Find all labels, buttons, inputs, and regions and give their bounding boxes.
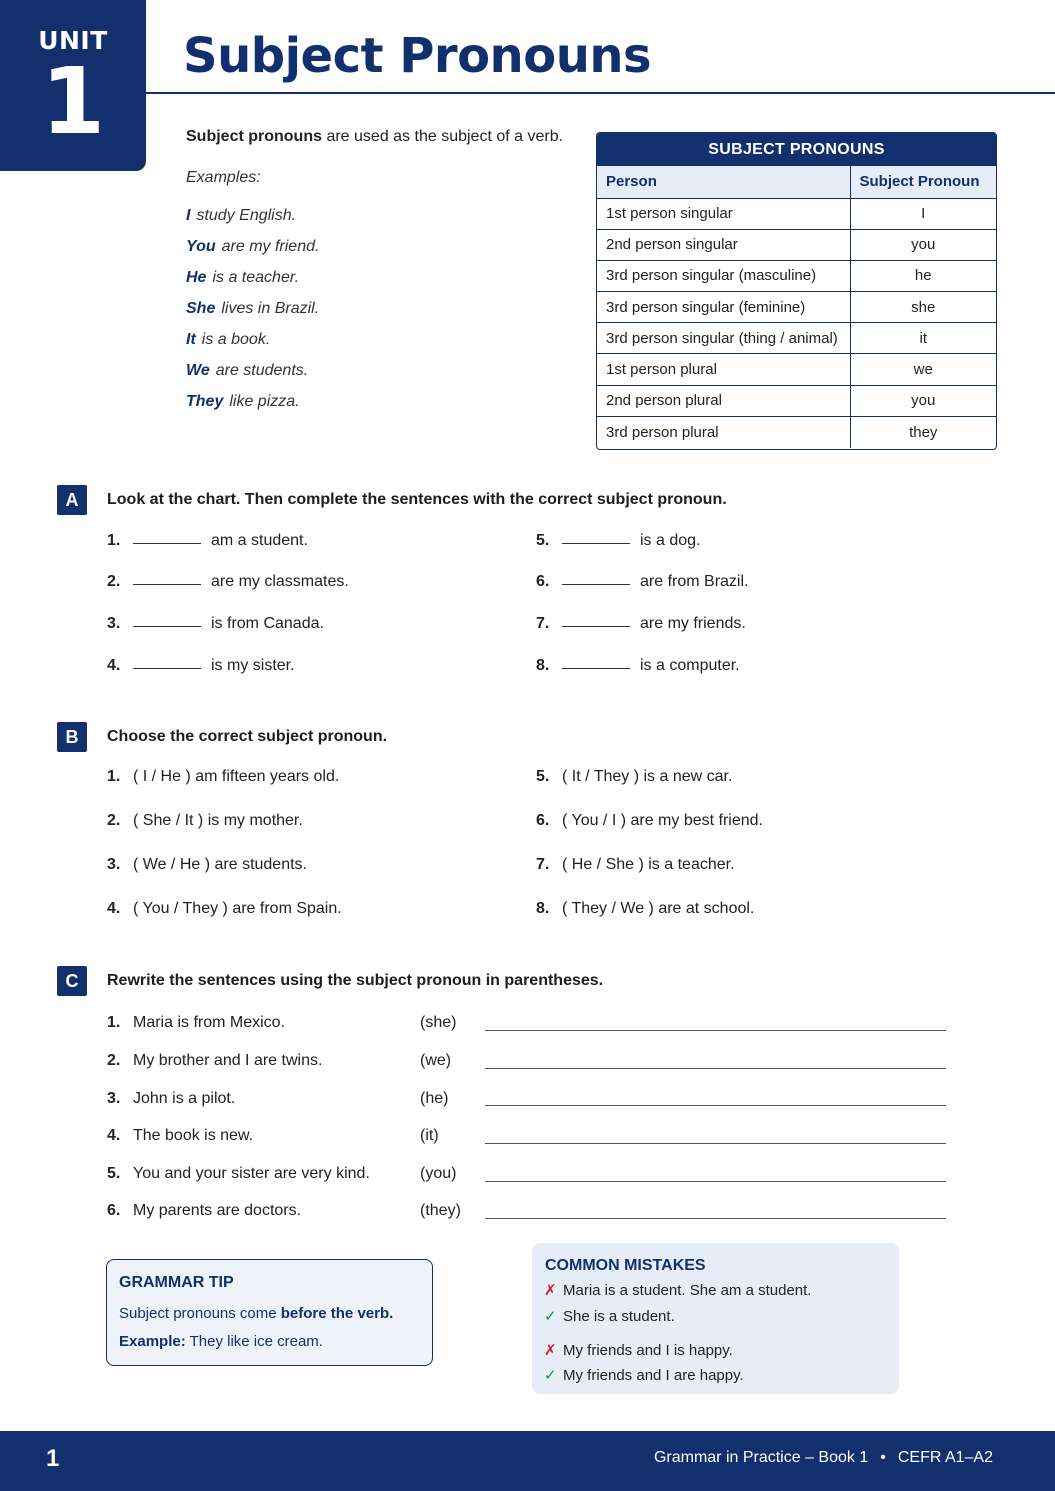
example-sentence: [186, 207, 296, 225]
item-number: 1.: [107, 532, 121, 549]
example-rest: like pizza.: [229, 393, 300, 410]
pronoun-cell: you: [850, 229, 996, 260]
item-number: 2.: [107, 573, 121, 590]
item-text: ( I / He ) am fifteen years old.: [133, 768, 340, 785]
section-a-instruction: Look at the chart. Then complete the sentences with the correct subject pronoun.: [107, 491, 727, 508]
table-row: [597, 385, 996, 416]
cross-icon: ✗: [544, 1342, 557, 1359]
example-sentence: [186, 269, 299, 287]
person-cell: 3rd person singular (feminine): [597, 292, 850, 323]
example-pronoun: We: [186, 362, 210, 379]
example-rest: study English.: [196, 207, 297, 224]
item-text: are my classmates.: [211, 573, 349, 590]
answer-blank[interactable]: [562, 659, 630, 669]
answer-blank[interactable]: [562, 534, 630, 544]
page-footer: [0, 1431, 1055, 1491]
answer-line[interactable]: [485, 1181, 946, 1182]
grammar-tip-title: GRAMMAR TIP: [119, 1274, 234, 1291]
pronoun-cell: you: [850, 385, 996, 416]
example-pronoun: It: [186, 331, 196, 348]
answer-blank[interactable]: [562, 575, 630, 585]
example-sentence: [186, 238, 319, 256]
exercise-c-pronoun: (we): [420, 1052, 452, 1069]
item-text: ( We / He ) are students.: [133, 856, 307, 873]
mistake-text: My friends and I is happy.: [563, 1342, 733, 1359]
exercise-c-pronoun: (it): [420, 1127, 439, 1144]
exercise-a-item: [107, 615, 324, 633]
item-number: 1.: [107, 768, 121, 785]
item-text: ( You / They ) are from Spain.: [133, 900, 342, 917]
intro-bold: Subject pronouns: [186, 128, 322, 145]
table-row: [597, 292, 996, 323]
item-number: 6.: [536, 573, 550, 590]
answer-line[interactable]: [485, 1068, 946, 1069]
item-number: 3.: [107, 1090, 121, 1107]
pronoun-cell: we: [850, 354, 996, 385]
example-pronoun: They: [186, 393, 224, 410]
exercise-b-item[interactable]: [107, 768, 339, 786]
grammar-tip-example: [119, 1333, 323, 1350]
item-number: 2.: [107, 812, 121, 829]
exercise-b-item[interactable]: [107, 900, 342, 918]
item-text: is my sister.: [211, 657, 295, 674]
table-row: [597, 354, 996, 385]
section-c-badge: C: [57, 966, 87, 996]
item-number: 8.: [536, 657, 550, 674]
example-rest: is a teacher.: [212, 269, 300, 286]
exercise-a-item: [107, 657, 295, 675]
table-row: [597, 198, 996, 229]
exercise-b-item[interactable]: [536, 812, 763, 830]
table-row: [597, 416, 996, 447]
table-row: [597, 323, 996, 354]
cefr-level: CEFR A1–A2: [897, 1449, 993, 1466]
person-cell: 2nd person plural: [597, 385, 850, 416]
subject-pronouns-table: [596, 132, 997, 450]
item-text: is a computer.: [640, 657, 740, 674]
check-icon: ✓: [544, 1367, 557, 1384]
item-number: 4.: [107, 1127, 121, 1144]
example-sentence: [186, 393, 300, 411]
item-text: are from Brazil.: [640, 573, 749, 590]
table-row: [597, 260, 996, 291]
common-mistakes-title: COMMON MISTAKES: [545, 1257, 706, 1274]
tip-example-text: They like ice cream.: [185, 1333, 323, 1350]
answer-blank[interactable]: [133, 534, 201, 544]
pronoun-cell: I: [850, 198, 996, 229]
exercise-c-sentence: [107, 1202, 301, 1220]
mistake-line: [544, 1341, 733, 1359]
exercise-c-pronoun: (you): [420, 1165, 457, 1182]
exercise-c-pronoun: (he): [420, 1090, 449, 1107]
table-header-person: Person: [597, 166, 850, 198]
pronoun-cell: it: [850, 323, 996, 354]
person-cell: 1st person singular: [606, 205, 733, 223]
exercise-c-pronoun: (they): [420, 1202, 461, 1219]
item-number: 8.: [536, 900, 550, 917]
answer-line[interactable]: [485, 1105, 946, 1106]
item-text: The book is new.: [133, 1127, 254, 1144]
exercise-c-sentence: [107, 1052, 322, 1070]
item-text: My brother and I are twins.: [133, 1052, 323, 1069]
grammar-tip-box: [106, 1259, 433, 1366]
unit-number: 1: [40, 48, 105, 155]
exercise-c-sentence: [107, 1014, 285, 1032]
section-a-badge: A: [57, 485, 87, 515]
example-pronoun: You: [186, 238, 216, 255]
answer-blank[interactable]: [133, 659, 201, 669]
exercise-c-sentence: [107, 1127, 253, 1145]
footer-separator: •: [880, 1449, 886, 1466]
intro-text: [186, 128, 563, 146]
exercise-a-item: [536, 532, 700, 550]
answer-blank[interactable]: [133, 575, 201, 585]
correction-text: She is a student.: [563, 1308, 675, 1325]
item-number: 7.: [536, 856, 550, 873]
exercise-b-item[interactable]: [536, 856, 735, 874]
exercise-a-item: [536, 615, 746, 633]
pronoun-cell: she: [850, 292, 996, 323]
exercise-c-sentence: [107, 1090, 235, 1108]
item-number: 6.: [536, 812, 550, 829]
table-header-pronoun: Subject Pronoun: [850, 166, 996, 198]
item-text: ( She / It ) is my mother.: [133, 812, 303, 829]
example-rest: are my friend.: [221, 238, 320, 255]
item-text: You and your sister are very kind.: [133, 1165, 370, 1182]
answer-blank[interactable]: [133, 617, 201, 627]
tip-rule-bold: before the verb.: [280, 1305, 394, 1322]
item-number: 5.: [107, 1165, 121, 1182]
answer-line[interactable]: [485, 1218, 946, 1219]
mistake-text: Maria is a student. She am a student.: [563, 1282, 812, 1299]
table-title: SUBJECT PRONOUNS: [597, 133, 996, 166]
unit-label: UNIT: [38, 26, 108, 55]
exercise-c-sentence: [107, 1165, 370, 1183]
exercise-b-item[interactable]: [107, 856, 307, 874]
exercise-b-item[interactable]: [536, 768, 732, 786]
tip-example-label: Example:: [119, 1333, 186, 1350]
person-cell: 1st person plural: [597, 354, 850, 385]
correction-line: [544, 1366, 744, 1384]
person-cell: 3rd person singular (thing / animal): [597, 323, 850, 354]
examples-label: Examples:: [186, 169, 261, 186]
item-number: 1.: [107, 1014, 121, 1031]
section-b-badge: B: [57, 722, 87, 752]
item-text: ( He / She ) is a teacher.: [562, 856, 735, 873]
pronoun-cell: he: [850, 260, 996, 291]
exercise-c-pronoun: (she): [420, 1014, 457, 1031]
person-cell: 3rd person plural: [597, 416, 850, 447]
item-text: ( It / They ) is a new car.: [562, 768, 733, 785]
exercise-b-item[interactable]: [536, 900, 754, 918]
item-text: are my friends.: [640, 615, 746, 632]
item-text: ( They / We ) are at school.: [562, 900, 755, 917]
unit-box: [0, 0, 146, 171]
item-number: 4.: [107, 900, 121, 917]
item-text: Maria is from Mexico.: [133, 1014, 286, 1031]
page-title: Subject Pronouns: [183, 28, 652, 84]
pronoun-cell: they: [850, 416, 996, 447]
footer-book-info: [654, 1449, 993, 1467]
page-number: 1: [46, 1445, 60, 1472]
correction-line: [544, 1307, 675, 1325]
example-rest: is a book.: [201, 331, 271, 348]
item-text: John is a pilot.: [133, 1090, 236, 1107]
exercise-a-item: [107, 532, 308, 550]
title-divider: [146, 92, 1055, 94]
common-mistakes-box: [532, 1243, 899, 1394]
example-sentence: [186, 331, 270, 349]
intro-rest: are used as the subject of a verb.: [322, 128, 564, 145]
table-row: [597, 229, 996, 260]
check-icon: ✓: [544, 1308, 557, 1325]
item-text: am a student.: [211, 532, 308, 549]
book-title: Grammar in Practice – Book 1: [653, 1449, 869, 1466]
example-sentence: [186, 300, 319, 318]
exercise-b-item[interactable]: [107, 812, 303, 830]
correction-text: My friends and I are happy.: [563, 1367, 744, 1384]
mistake-line: [544, 1281, 811, 1299]
section-b-instruction: Choose the correct subject pronoun.: [107, 728, 388, 745]
example-pronoun: He: [186, 269, 207, 286]
example-rest: lives in Brazil.: [221, 300, 320, 317]
exercise-a-item: [536, 573, 748, 591]
example-sentence: [186, 362, 308, 380]
item-text: My parents are doctors.: [133, 1202, 302, 1219]
item-number: 7.: [536, 615, 550, 632]
cross-icon: ✗: [544, 1282, 557, 1299]
exercise-a-item: [107, 573, 349, 591]
answer-line[interactable]: [485, 1030, 946, 1031]
item-number: 6.: [107, 1202, 121, 1219]
person-cell: 2nd person singular: [597, 229, 850, 260]
example-rest: are students.: [215, 362, 309, 379]
example-pronoun: I: [186, 207, 191, 224]
item-text: is a dog.: [640, 532, 701, 549]
person-cell: 3rd person singular (masculine): [597, 260, 850, 291]
answer-blank[interactable]: [562, 617, 630, 627]
item-number: 2.: [107, 1052, 121, 1069]
tip-rule-text: Subject pronouns come: [119, 1305, 281, 1322]
item-number: 5.: [536, 532, 550, 549]
item-number: 3.: [107, 856, 121, 873]
example-pronoun: She: [186, 300, 216, 317]
exercise-a-item: [536, 657, 740, 675]
answer-line[interactable]: [485, 1143, 946, 1144]
item-number: 3.: [107, 615, 121, 632]
section-c-instruction: Rewrite the sentences using the subject pronoun in parentheses.: [107, 972, 604, 989]
item-number: 4.: [107, 657, 121, 674]
item-text: ( You / I ) are my best friend.: [562, 812, 763, 829]
item-number: 5.: [536, 768, 550, 785]
item-text: is from Canada.: [211, 615, 324, 632]
grammar-tip-rule: [119, 1305, 393, 1322]
